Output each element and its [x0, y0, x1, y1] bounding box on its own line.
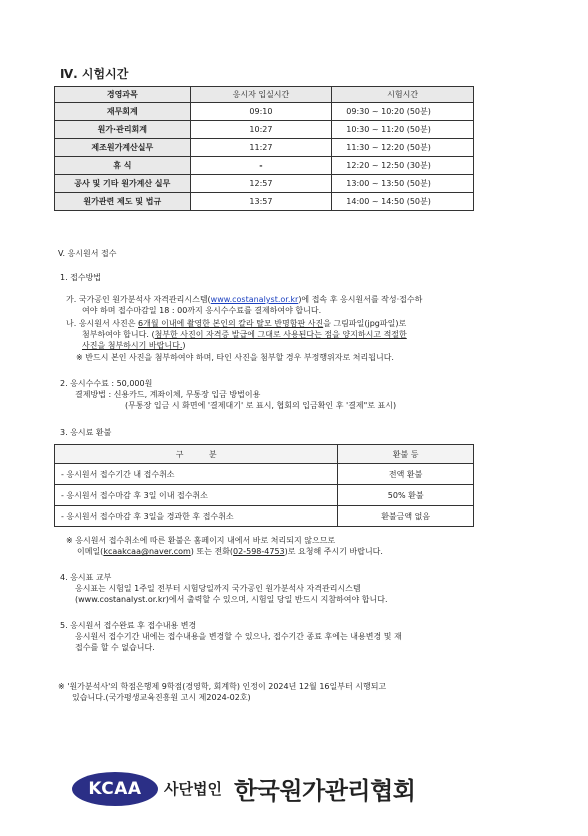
refund-note-line2 [77, 546, 383, 557]
refund-table [54, 444, 474, 527]
refund-value-cell: 환불금액 없음 [338, 506, 474, 527]
entry-time-cell: - [190, 157, 332, 175]
item-ga-text-b: )에 접속 후 응시원서를 작성·접수하 [298, 295, 423, 304]
entry-time-cell: 12:57 [190, 175, 332, 193]
exam-time-cell: 09:30 ~ 10:20 (50분) [332, 103, 474, 121]
table-row [55, 506, 474, 527]
org-name: 한국원가관리협회 [234, 777, 416, 805]
table-row [55, 103, 474, 121]
entry-time-cell: 09:10 [190, 103, 332, 121]
item-na-line3 [82, 340, 186, 351]
change-heading: 5. 응시원서 접수완료 후 접수내용 변경 [60, 621, 197, 630]
table-row [55, 464, 474, 485]
exam-time-cell: 10:30 ~ 11:20 (50분) [332, 121, 474, 139]
header-entry-time: 응시자 입실시간 [190, 87, 332, 103]
section-title-application: V. 응시원서 접수 [58, 249, 117, 258]
credit-note-line2: 있습니다.(국가평생교육진흥원 고시 제2024-02호) [72, 693, 251, 702]
subject-cell: 원가·관리회계 [55, 121, 191, 139]
exam-time-cell: 14:00 ~ 14:50 (50분) [332, 193, 474, 211]
exam-time-cell: 12:20 ~ 12:50 (30분) [332, 157, 474, 175]
photo-note: ※ 반드시 본인 사진을 첨부하여야 하며, 타인 사진을 첨부할 경우 부정행위자로 처리됩니다. [76, 353, 394, 362]
refund-header-refund: 환불 등 [338, 445, 474, 464]
entry-time-cell: 13:57 [190, 193, 332, 211]
refund-note-text-c: )로 요청해 주시기 바랍니다. [284, 547, 383, 556]
ticket-line2: (www.costanalyst.or.kr)에서 출력할 수 있으며, 시험일 당일 반드시 지참하여야 합니다. [75, 595, 388, 604]
exam-time-header-row [55, 87, 474, 103]
subject-cell: 휴 식 [55, 157, 191, 175]
org-prefix: 사단법인 [164, 780, 222, 798]
exam-time-table [54, 86, 474, 211]
refund-value-cell: 전액 환불 [338, 464, 474, 485]
item-na-underlined-1: 6개월 이내에 촬영한 본인의 칼라 탈모 반명함판 사진 [138, 319, 324, 328]
table-row [55, 485, 474, 506]
refund-case-cell: - 응시원서 접수마감 후 3일 이내 접수취소 [55, 485, 338, 506]
refund-heading: 3. 응시료 환불 [60, 428, 112, 437]
method-heading: 1. 접수방법 [60, 273, 102, 282]
kcaa-logo: KCAA [72, 772, 158, 806]
refund-case-cell: - 응시원서 접수기간 내 접수취소 [55, 464, 338, 485]
credit-note-line1: ※ '원가분석사'의 학점은행제 9학점(경영학, 회계학) 인정이 2024년 12월 16일부터 시행되고 [58, 682, 387, 691]
change-line2: 접수를 할 수 없습니다. [75, 643, 155, 652]
item-na-line1 [66, 318, 406, 329]
table-row [55, 175, 474, 193]
subject-cell: 재무회계 [55, 103, 191, 121]
item-ga-line2: 여야 하며 접수마감일 18 : 00까지 응시수수료를 결제하여야 합니다. [82, 306, 322, 315]
subject-cell: 공사 및 기타 원가계산 실무 [55, 175, 191, 193]
payment-note: (무통장 입금 시 화면에 '결제대기' 로 표시, 협회의 입금확인 후 '결제"로 표시) [125, 401, 397, 410]
item-ga-line1 [66, 294, 422, 305]
ticket-line1: 응시표는 시험일 1주일 전부터 시험당일까지 국가공인 원가분석사 자격관리시스템 [75, 584, 361, 593]
subject-cell: 제조원가계산실무 [55, 139, 191, 157]
table-row [55, 193, 474, 211]
email-link[interactable]: kcaakcaa@naver.com [103, 547, 191, 556]
refund-value-cell: 50% 환불 [338, 485, 474, 506]
refund-note-text-b: ) 또는 전화( [190, 547, 234, 556]
section-title-exam-time: Ⅳ. 시험시간 [60, 67, 129, 81]
item-ga-text-a: 가. 국가공인 원가분석사 자격관리시스템( [66, 295, 211, 304]
item-na-underlined-2: 첨부한 사진이 자격증 발급에 그대로 사용된다는 점을 양지하시고 적절한 [154, 330, 407, 339]
item-na-text-b: 을 그림파일(jpg파일)로 [323, 319, 407, 328]
item-na-text-a: 나. 응시원서 사진은 [66, 319, 138, 328]
item-na-underlined-3: 사진을 첨부하시기 바랍니다. [82, 341, 183, 350]
phone-link[interactable]: 02-598-4753 [233, 547, 285, 556]
subject-cell: 원가관련 제도 및 법규 [55, 193, 191, 211]
table-row [55, 121, 474, 139]
refund-note-text-a: 이메일( [77, 547, 104, 556]
table-row [55, 139, 474, 157]
header-subject: 경영과목 [55, 87, 191, 103]
fee-line: 2. 응시수수료 : 50,000원 [60, 379, 153, 388]
entry-time-cell: 11:27 [190, 139, 332, 157]
item-na-text-d: ) [182, 341, 186, 350]
payment-method: 결제방법 : 신용카드, 계좌이체, 무통장 입금 방법이용 [75, 390, 261, 399]
header-exam-time: 시험시간 [332, 87, 474, 103]
costanalyst-link[interactable]: www.costanalyst.or.kr [210, 295, 299, 304]
refund-header-case: 구 분 [55, 445, 338, 464]
exam-time-cell: 11:30 ~ 12:20 (50분) [332, 139, 474, 157]
item-na-text-c: 첨부하여야 합니다. ( [82, 330, 155, 339]
ticket-heading: 4. 응시표 교부 [60, 573, 112, 582]
item-na-line2 [82, 329, 407, 340]
entry-time-cell: 10:27 [190, 121, 332, 139]
exam-time-cell: 13:00 ~ 13:50 (50분) [332, 175, 474, 193]
refund-header-row [55, 445, 474, 464]
table-row [55, 157, 474, 175]
refund-case-cell: - 응시원서 접수마감 후 3일을 경과한 후 접수취소 [55, 506, 338, 527]
change-line1: 응시원서 접수기간 내에는 접수내용을 변경할 수 있으나, 접수기간 종료 후에는 내용변경 및 재 [75, 632, 402, 641]
refund-note-line1: ※ 응시원서 접수취소에 따른 환불은 홈페이지 내에서 바로 처리되지 않으므로 [66, 536, 336, 545]
